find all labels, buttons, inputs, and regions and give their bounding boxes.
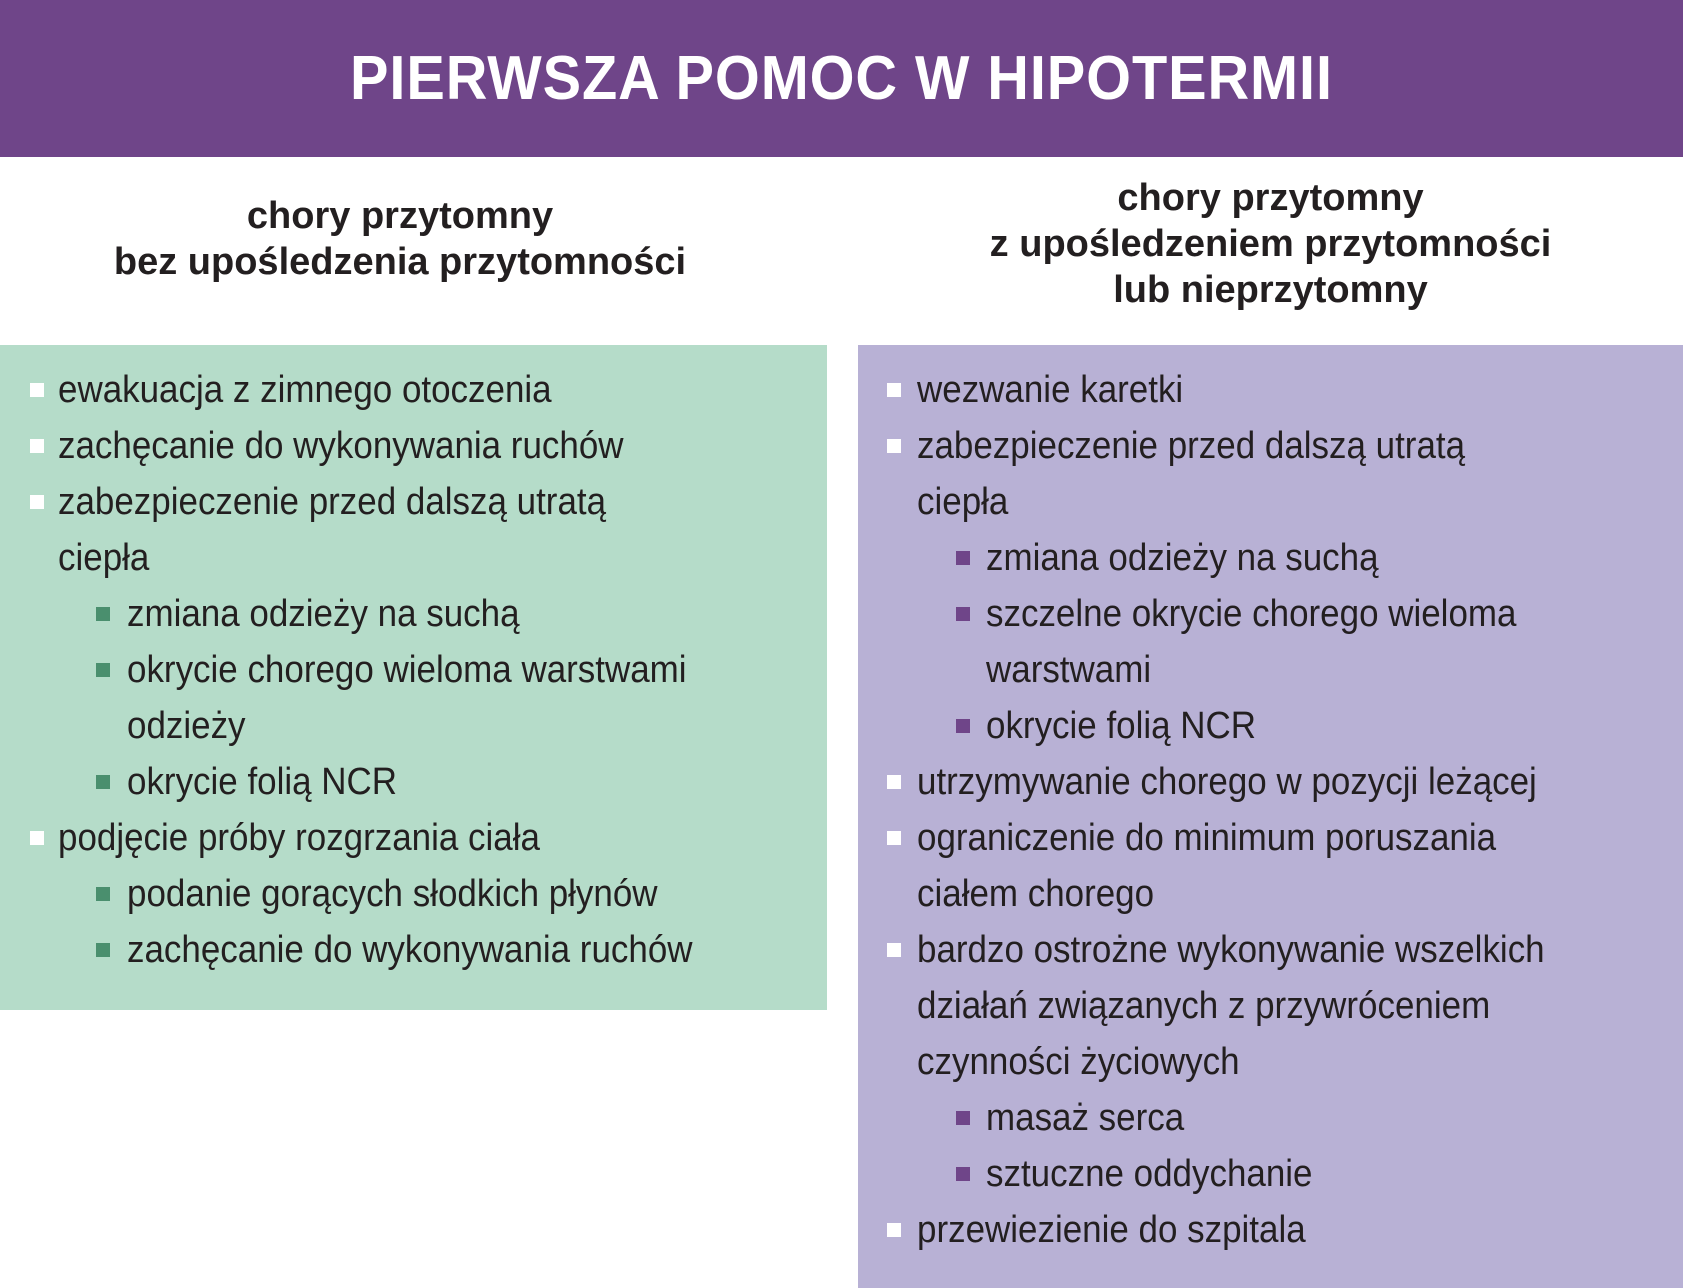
item-text: okrycie chorego wieloma warstwami (127, 649, 687, 691)
square-bullet-icon (30, 383, 44, 397)
heading-line: z upośledzeniem przytomności (989, 223, 1552, 265)
sub-list-item (0, 642, 827, 754)
square-bullet-icon (887, 943, 901, 957)
sub-list-item (0, 586, 827, 642)
list-item (858, 810, 1683, 922)
square-bullet-icon (887, 831, 901, 845)
item-text: podanie gorących słodkich płynów (127, 873, 658, 915)
list-item (0, 362, 827, 418)
sub-square-bullet-icon (96, 775, 110, 789)
heading-line: lub nieprzytomny (1113, 269, 1428, 311)
right-steps-list (858, 362, 1683, 1258)
list-item (858, 922, 1683, 1090)
list-item (0, 810, 827, 866)
left-column-heading (0, 193, 800, 285)
list-item (858, 754, 1683, 810)
right-column-heading (858, 175, 1683, 313)
square-bullet-icon (30, 831, 44, 845)
page-title: PIERWSZA POMOC W HIPOTERMII (350, 44, 1333, 113)
item-text: warstwami (986, 649, 1152, 691)
item-text: okrycie folią NCR (127, 761, 398, 803)
item-text: bardzo ostrożne wykonywanie wszelkich (917, 929, 1545, 971)
item-text: ciepła (58, 537, 150, 579)
list-item (858, 362, 1683, 418)
item-text: odzieży (127, 705, 246, 747)
item-text: zabezpieczenie przed dalszą utratą (917, 425, 1466, 467)
sub-square-bullet-icon (956, 1167, 970, 1181)
sub-list-item (0, 922, 827, 978)
heading-line: bez upośledzenia przytomności (113, 241, 687, 283)
item-text: przewiezienie do szpitala (917, 1209, 1306, 1251)
list-item (0, 418, 827, 474)
sub-square-bullet-icon (956, 719, 970, 733)
sub-square-bullet-icon (96, 943, 110, 957)
sub-list-item (0, 866, 827, 922)
square-bullet-icon (887, 439, 901, 453)
item-text: ograniczenie do minimum poruszania (917, 817, 1497, 859)
item-text: wezwanie karetki (917, 369, 1184, 411)
item-text: ciepła (917, 481, 1009, 523)
list-item (0, 474, 827, 586)
list-item (858, 1202, 1683, 1258)
title-banner (0, 0, 1683, 157)
sub-square-bullet-icon (96, 663, 110, 677)
item-text: sztuczne oddychanie (986, 1153, 1313, 1195)
square-bullet-icon (887, 1223, 901, 1237)
item-text: zachęcanie do wykonywania ruchów (58, 425, 624, 467)
square-bullet-icon (887, 383, 901, 397)
item-text: utrzymywanie chorego w pozycji leżącej (917, 761, 1537, 803)
item-text: zachęcanie do wykonywania ruchów (127, 929, 693, 971)
impaired-consciousness-panel (858, 345, 1683, 1288)
sub-square-bullet-icon (956, 1111, 970, 1125)
square-bullet-icon (30, 495, 44, 509)
sub-list-item (858, 530, 1683, 586)
sub-list-item (0, 754, 827, 810)
sub-list-item (858, 1146, 1683, 1202)
item-text: czynności życiowych (917, 1041, 1240, 1083)
item-text: zmiana odzieży na suchą (986, 537, 1379, 579)
left-steps-list (0, 362, 827, 978)
sub-list-item (858, 586, 1683, 698)
item-text: podjęcie próby rozgrzania ciała (58, 817, 540, 859)
conscious-patient-panel (0, 345, 827, 1010)
sub-list-item (858, 1090, 1683, 1146)
heading-line: chory przytomny (246, 195, 554, 237)
sub-square-bullet-icon (96, 607, 110, 621)
sub-square-bullet-icon (956, 551, 970, 565)
square-bullet-icon (887, 775, 901, 789)
item-text: ewakuacja z zimnego otoczenia (58, 369, 552, 411)
item-text: masaż serca (986, 1097, 1185, 1139)
sub-square-bullet-icon (96, 887, 110, 901)
list-item (858, 418, 1683, 530)
item-text: szczelne okrycie chorego wieloma (986, 593, 1517, 635)
item-text: zmiana odzieży na suchą (127, 593, 520, 635)
heading-line: chory przytomny (1117, 177, 1424, 219)
item-text: ciałem chorego (917, 873, 1155, 915)
item-text: zabezpieczenie przed dalszą utratą (58, 481, 607, 523)
sub-square-bullet-icon (956, 607, 970, 621)
item-text: działań związanych z przywróceniem (917, 985, 1491, 1027)
sub-list-item (858, 698, 1683, 754)
item-text: okrycie folią NCR (986, 705, 1257, 747)
square-bullet-icon (30, 439, 44, 453)
